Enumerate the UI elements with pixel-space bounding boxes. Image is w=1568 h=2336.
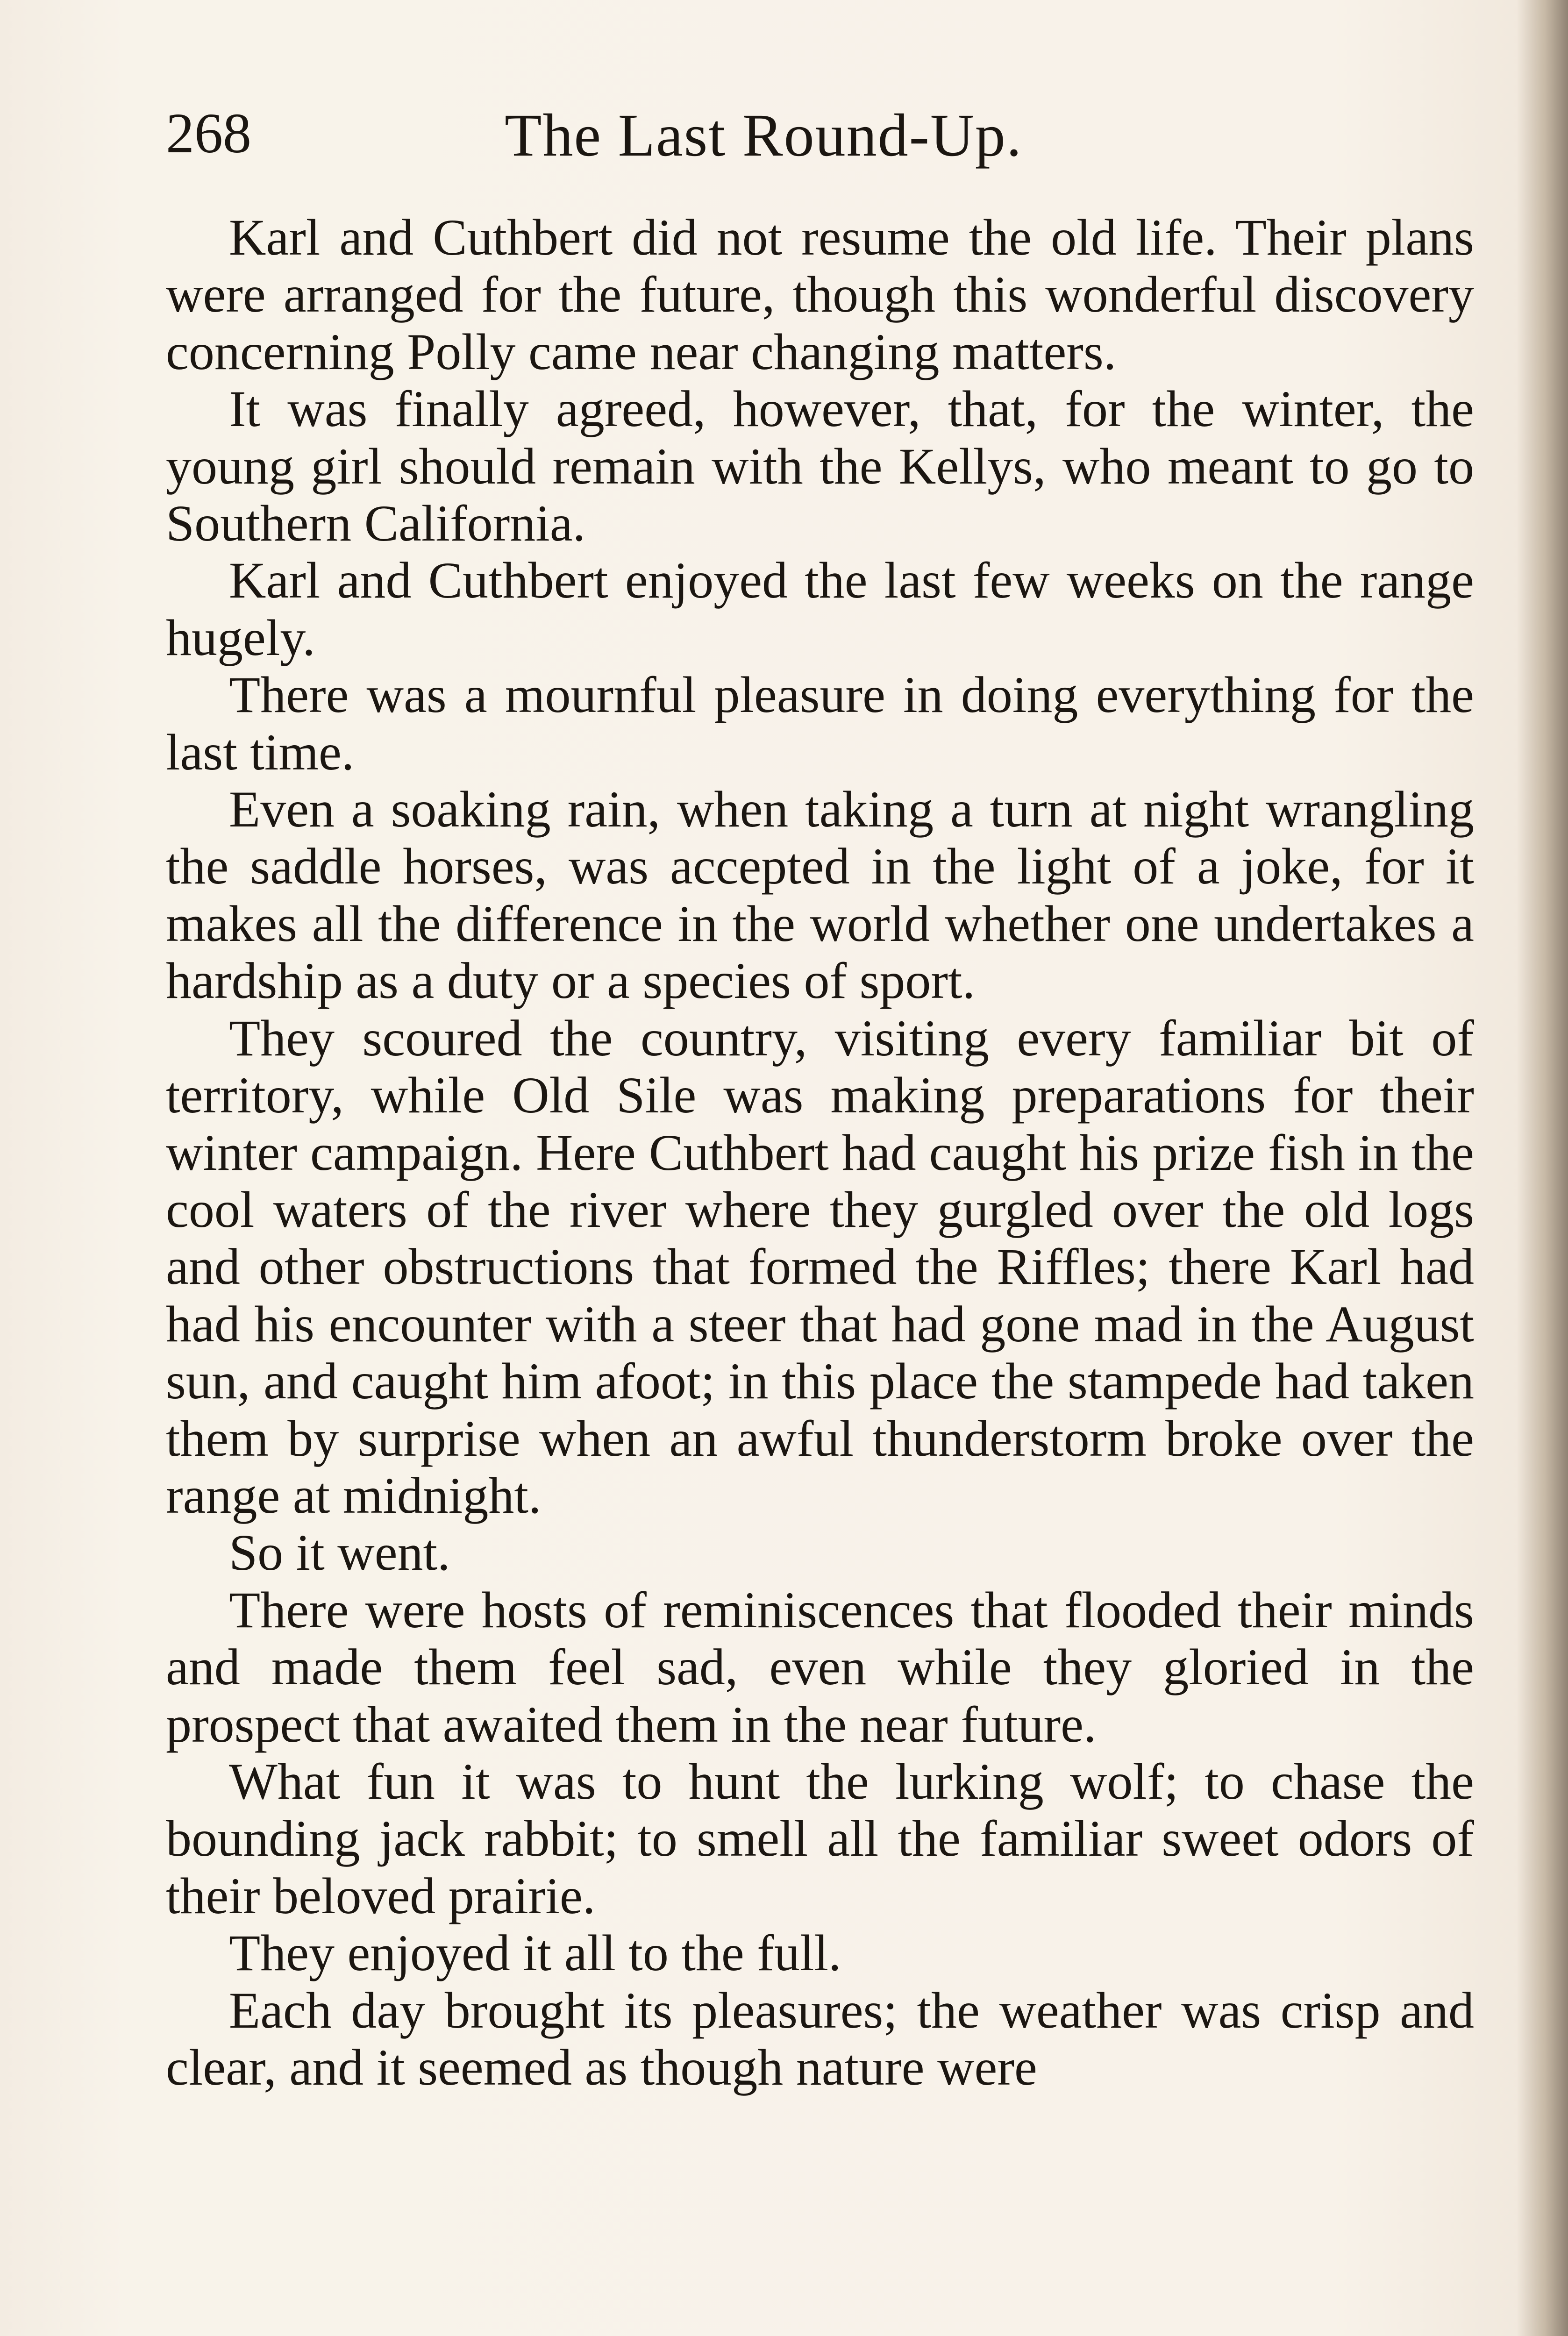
paragraph: Even a soaking rain, when taking a turn at night wrangling the saddle horses, was accepted in the light of a joke, for it makes all the difference in the world whether one undertakes a hardship as a duty or a species of sport.	[166, 781, 1474, 1010]
paragraph: Karl and Cuthbert did not resume the old life. Their plans were arranged for the future, though this wonderful discovery concerning Polly came near changing matters.	[166, 209, 1474, 380]
paragraph: It was finally agreed, however, that, for the winter, the young girl should remain with the Kellys, who meant to go to Southern California.	[166, 380, 1474, 552]
paragraph: Karl and Cuthbert enjoyed the last few weeks on the range hugely.	[166, 552, 1474, 666]
paragraph: There was a mournful pleasure in doing everything for the last time.	[166, 666, 1474, 781]
page-header	[166, 91, 1474, 185]
paragraph: They enjoyed it all to the full.	[229, 1924, 841, 1982]
body-text	[166, 209, 1474, 2096]
paragraph: There were hosts of reminiscences that flooded their minds and made them feel sad, even while they gloried in the prospect that awaited them in the near future.	[166, 1581, 1474, 1753]
running-title: The Last Round-Up.	[505, 102, 1023, 169]
page-number: 268	[166, 102, 251, 165]
paragraph: They scoured the country, visiting every familiar bit of territory, while Old Sile was making preparations for their winter campaign. Here Cuthbert had caught his prize fish in the cool waters of the river where they gurgled over the old logs and other obstructions that formed the Riffles; there Karl had had his encounter with a steer that had gone mad in the August sun, and caught him afoot; in this place the stampede had taken them by surprise when an awful thunderstorm broke over the range at midnight.	[166, 1009, 1474, 1524]
paragraph: So it went.	[229, 1524, 450, 1581]
paragraph: Each day brought its pleasures; the weather was crisp and clear, and it seemed as though nature were	[166, 1981, 1474, 2096]
paragraph: What fun it was to hunt the lurking wolf; to chase the bounding jack rabbit; to smell all the familiar sweet odors of their beloved prairie.	[166, 1752, 1474, 1924]
page-edge-shadow	[1517, 0, 1568, 2336]
